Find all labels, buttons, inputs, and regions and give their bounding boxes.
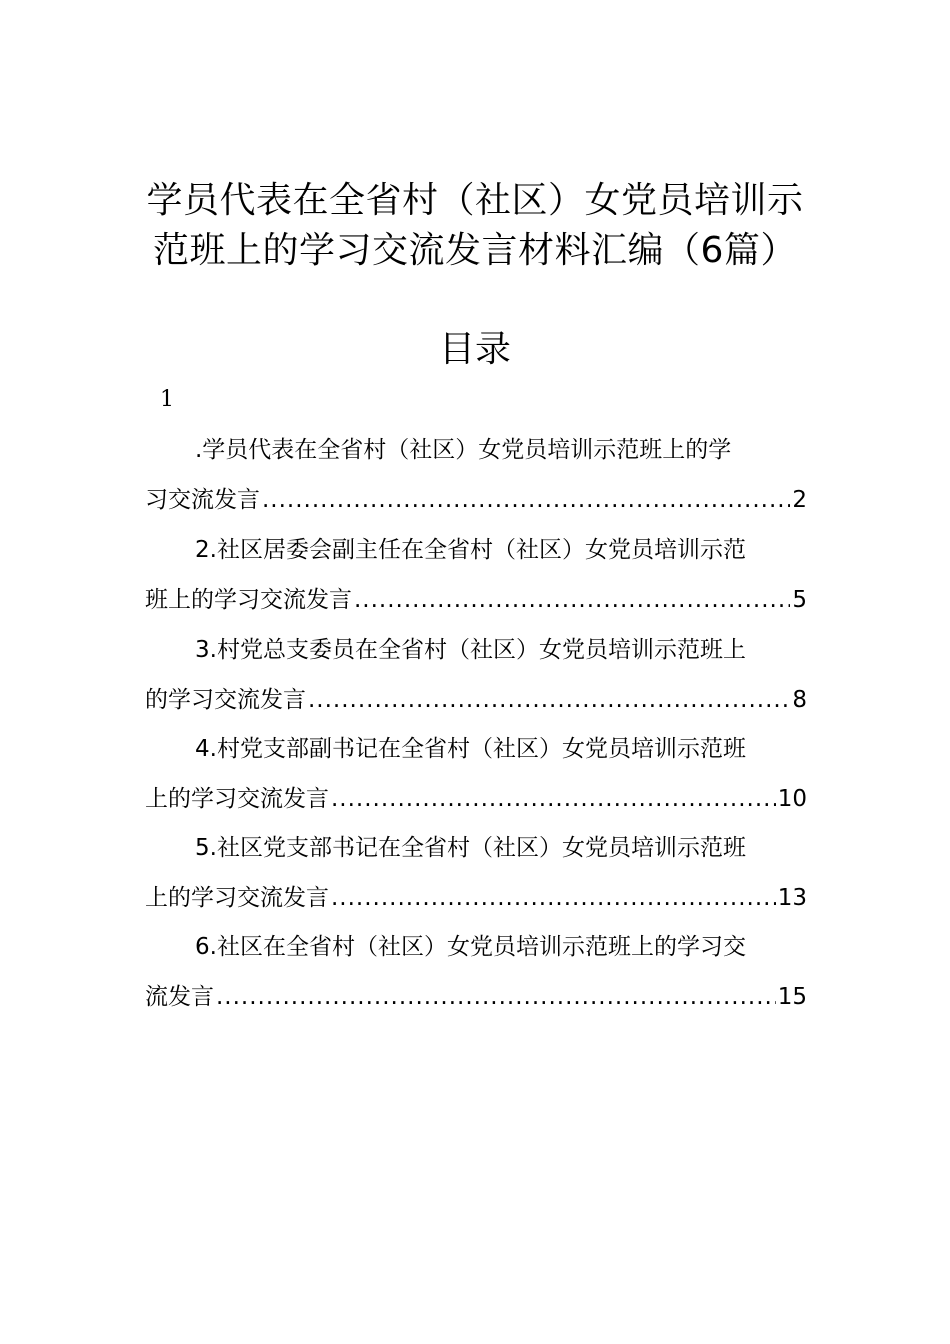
toc-entry-title-line-1: 6.社区在全省村（社区）女党员培训示范班上的学习交	[195, 934, 746, 960]
toc-page-number: 2	[792, 487, 807, 513]
toc-leader-dots	[262, 475, 790, 525]
toc-entry-title-line-1: .学员代表在全省村（社区）女党员培训示范班上的学	[195, 437, 732, 463]
stray-number: 1	[160, 387, 174, 412]
toc-entry-title-line-2-row	[145, 575, 807, 625]
toc-entry-title-line-1: 5.社区党支部书记在全省村（社区）女党员培训示范班	[195, 835, 746, 861]
toc-entry-title-line-2: 上的学习交流发言	[145, 885, 329, 911]
toc-page-number: 5	[792, 587, 807, 613]
toc-leader-dots	[331, 873, 776, 923]
toc-entry-title-line-2-row	[145, 774, 807, 824]
toc-entry-title-line-2-row	[145, 475, 807, 525]
toc-entry-title-line-2: 习交流发言	[145, 487, 260, 513]
toc-entry-3[interactable]	[145, 625, 807, 725]
toc-entry-title-line-2: 流发言	[145, 984, 214, 1010]
toc-entry-title-line-1: 2.社区居委会副主任在全省村（社区）女党员培训示范	[195, 537, 746, 563]
toc-entry-title-line-2-row	[145, 873, 807, 923]
toc-entry-title-line-2-row	[145, 675, 807, 725]
toc-entry-title-line-2: 上的学习交流发言	[145, 786, 329, 812]
toc-entry-1[interactable]	[145, 425, 807, 525]
document-title	[120, 176, 830, 276]
toc-page-number: 13	[777, 885, 807, 911]
toc-leader-dots	[331, 774, 776, 824]
toc-page-number: 8	[792, 687, 807, 713]
toc-entry-5[interactable]	[145, 823, 807, 923]
toc-leader-dots	[308, 675, 790, 725]
toc-page-number: 10	[777, 786, 807, 812]
toc-entry-title-line-1: 3.村党总支委员在全省村（社区）女党员培训示范班上	[195, 637, 746, 663]
toc-page-number: 15	[777, 984, 807, 1010]
toc-entry-title-line-2: 的学习交流发言	[145, 687, 306, 713]
toc-entry-title-line-2: 班上的学习交流发言	[145, 587, 352, 613]
document-title-line-2: 范班上的学习交流发言材料汇编（6篇）	[153, 230, 797, 271]
toc-entry-title-line-2-row	[145, 972, 807, 1022]
toc-entry-6[interactable]	[145, 922, 807, 1022]
toc-heading: 目录	[438, 329, 511, 370]
document-title-line-1: 学员代表在全省村（社区）女党员培训示	[146, 180, 804, 221]
toc-leader-dots	[354, 575, 790, 625]
toc-entry-4[interactable]	[145, 724, 807, 824]
toc-leader-dots	[216, 972, 776, 1022]
toc-entry-title-line-1: 4.村党支部副书记在全省村（社区）女党员培训示范班	[195, 736, 746, 762]
toc-entry-2[interactable]	[145, 525, 807, 625]
